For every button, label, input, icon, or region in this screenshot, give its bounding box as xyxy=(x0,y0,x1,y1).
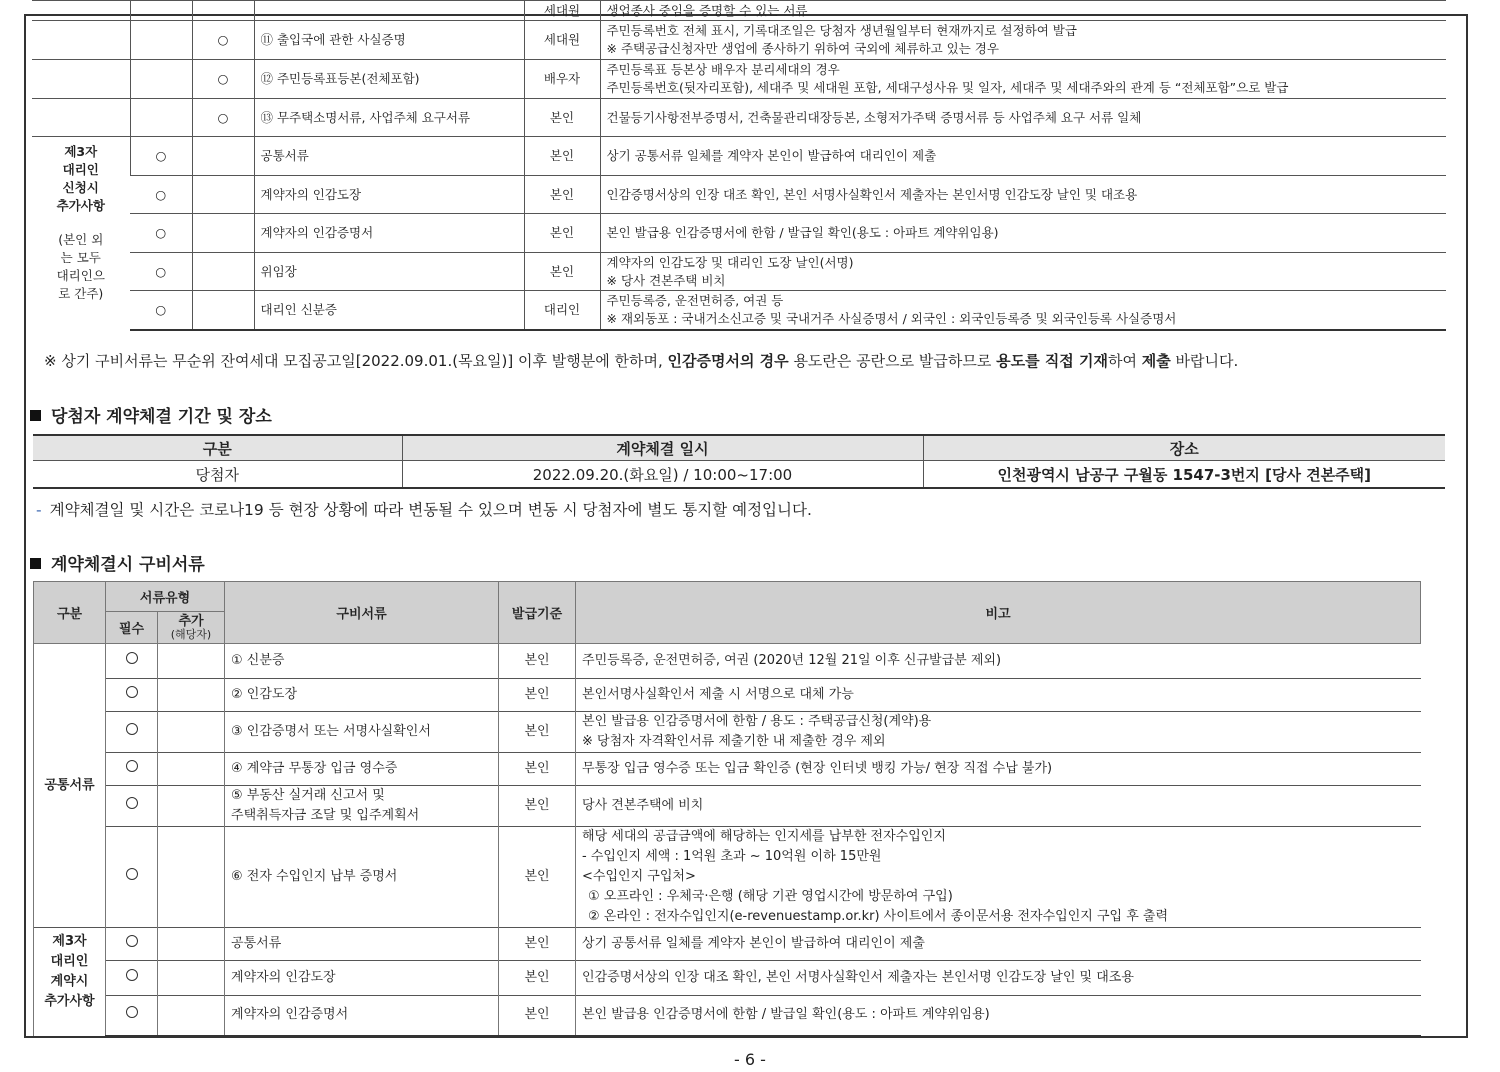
contract-schedule-table xyxy=(33,434,1445,489)
winner-cell: 당첨자 xyxy=(33,461,402,489)
doc-cell xyxy=(225,961,499,996)
group-label-line: 계약시 xyxy=(50,974,89,989)
notes-cell xyxy=(600,176,1446,214)
doc-cell xyxy=(254,1,524,21)
doc-line: ③ 인감증명서 또는 서명사실확인서 xyxy=(231,724,431,739)
issuer-cell: 본인 xyxy=(499,928,576,961)
required-check xyxy=(106,786,158,827)
remark-line: ② 온라인 : 전자수입인지(e-revenuestamp.or.kr) 사이트에서 종이문서용 전자수입인지 구입 후 출력 xyxy=(588,909,1169,924)
remark-line: 주민등록증, 운전면허증, 여권 (2020년 12월 21일 이후 신규발급분 제외) xyxy=(582,653,1002,668)
notes-cell xyxy=(600,214,1446,253)
table-header-row xyxy=(33,435,1445,461)
doc-cell xyxy=(225,712,499,753)
issuer-cell: 본인 xyxy=(499,644,576,679)
table-row xyxy=(34,928,1421,961)
note-line: ※ 당사 견본주택 비치 xyxy=(606,272,726,288)
doc-cell xyxy=(225,996,499,1036)
remark-line: 상기 공통서류 일체를 계약자 본인이 발급하여 대리인이 제출 xyxy=(582,936,925,951)
remark-line: 본인서명사실확인서 제출 시 서명으로 대체 가능 xyxy=(582,687,854,702)
table-row xyxy=(32,176,1446,214)
note-line: 주민등록번호(뒷자리포함), 세대주 및 세대원 포함, 세대구성사유 및 일자, 세대주 및 세대주와의 관계 등 “전체포함”으로 발급 xyxy=(606,80,1289,95)
table-row xyxy=(32,137,1446,176)
required-check: ○ xyxy=(130,176,192,214)
circle-icon xyxy=(126,969,138,981)
doc-line: ⑤ 부동산 실거래 신고서 및 xyxy=(231,788,385,803)
header-place: 장소 xyxy=(923,435,1445,461)
notes-cell xyxy=(600,99,1446,137)
doc-cell: 위임장 xyxy=(254,253,524,291)
target-cell: 배우자 xyxy=(524,60,600,99)
notes-cell xyxy=(600,137,1446,176)
contract-documents-table xyxy=(33,581,1421,1037)
remark-line: ① 오프라인 : 우체국·은행 (해당 기관 영업시간에 방문하여 구입) xyxy=(588,889,953,904)
group-label-3rd-party xyxy=(32,137,130,330)
remarks-cell xyxy=(576,753,1421,786)
remarks-cell xyxy=(576,827,1421,928)
target-cell: 세대원 xyxy=(524,21,600,60)
note-line: 생업종사 중임을 증명할 수 있는 서류 xyxy=(606,2,808,18)
group-note-line: 는 모두 xyxy=(60,250,101,265)
target-cell: 본인 xyxy=(524,214,600,253)
note-line: 상기 공통서류 일체를 계약자 본인이 발급하여 대리인이 제출 xyxy=(606,148,937,163)
table-row xyxy=(34,996,1421,1036)
group-label-common: 공통서류 xyxy=(34,644,106,928)
doc-cell: ⑫ 주민등록표등본(전체포함) xyxy=(254,60,524,99)
notes-cell xyxy=(600,1,1446,21)
note-line: ※ 재외동포 : 국내거소신고증 및 국내거주 사실증명서 / 외국인 : 외국인등록증 및 외국인등록 사실증명서 xyxy=(606,310,1177,326)
issuer-cell: 본인 xyxy=(499,827,576,928)
required-check xyxy=(106,753,158,786)
extra-check: ○ xyxy=(192,21,254,60)
required-check: ○ xyxy=(130,291,192,330)
note-line: ※ 주택공급신청자만 생업에 종사하기 위하여 국외에 체류하고 있는 경우 xyxy=(606,41,999,56)
table-row xyxy=(34,961,1421,996)
table-header-row xyxy=(34,582,1421,612)
doc-cell xyxy=(225,644,499,679)
doc-cell: ⑬ 무주택소명서류, 사업주체 요구서류 xyxy=(254,99,524,137)
notes-cell xyxy=(600,253,1446,291)
doc-line: 계약자의 인감증명서 xyxy=(231,1007,349,1023)
remarks-cell xyxy=(576,996,1421,1036)
group-note-line: (본인 외 xyxy=(58,232,104,247)
place-cell: 인천광역시 남공구 구월동 1547-3번지 [당사 견본주택] xyxy=(923,461,1445,489)
section-title-contract-schedule: 당첨자 계약체결 기간 및 장소 xyxy=(30,402,272,427)
circle-icon xyxy=(126,652,138,664)
issuer-cell: 본인 xyxy=(499,679,576,712)
remarks-cell xyxy=(576,644,1421,679)
table-row xyxy=(34,712,1421,753)
extra-check: ○ xyxy=(192,60,254,99)
table-row xyxy=(34,786,1421,827)
required-check xyxy=(106,961,158,996)
remark-line: - 수입인지 세액 : 1억원 초과 ~ 10억원 이하 15만원 xyxy=(582,849,882,864)
doc-cell: ⑪ 출입국에 관한 사실증명 xyxy=(254,21,524,60)
note-line: 계약자의 인감도장 및 대리인 도장 날인(서명) xyxy=(606,254,854,270)
doc-line: 공통서류 xyxy=(231,936,282,951)
doc-cell xyxy=(225,753,499,786)
required-check xyxy=(106,644,158,679)
circle-icon xyxy=(126,723,138,735)
doc-cell xyxy=(225,928,499,961)
remark-line: 본인 발급용 인감증명서에 한함 / 발급일 확인(용도 : 아파트 계약위임용) xyxy=(582,1007,990,1023)
note-line: 본인 발급용 인감증명서에 한함 / 발급일 확인(용도 : 아파트 계약위임용) xyxy=(606,225,999,240)
group-label-line: 제3자 xyxy=(52,934,87,949)
remarks-cell xyxy=(576,679,1421,712)
group-label-line: 제3자 xyxy=(64,144,98,159)
table-row xyxy=(32,291,1446,330)
note-line: 인감증명서상의 인장 대조 확인, 본인 서명사실확인서 제출자는 본인서명 인감도장 날인 및 대조용 xyxy=(606,186,1138,202)
required-check xyxy=(106,712,158,753)
remark-line: <수입인지 구입처> xyxy=(582,869,696,884)
table-row xyxy=(34,644,1421,679)
group-label-line: 신청시 xyxy=(62,180,99,195)
group-label-line: 대리인 xyxy=(62,162,99,177)
header-remarks: 비고 xyxy=(576,582,1421,644)
header-extra xyxy=(158,612,225,644)
header-issuer: 발급기준 xyxy=(499,582,576,644)
header-required: 필수 xyxy=(106,612,158,644)
issuer-cell: 본인 xyxy=(499,786,576,827)
table-row xyxy=(33,461,1445,489)
issuer-cell: 본인 xyxy=(499,996,576,1036)
remark-line: 인감증명서상의 인장 대조 확인, 본인 서명사실확인서 제출자는 본인서명 인감도장 날인 및 대조용 xyxy=(582,970,1134,985)
doc-line: ④ 계약금 무통장 입금 영수증 xyxy=(231,761,398,776)
note-line: 주민등록증, 운전면허증, 여권 등 xyxy=(606,292,784,308)
note-line: 주민등록표 등본상 배우자 분리세대의 경우 xyxy=(606,62,840,77)
remarks-cell xyxy=(576,712,1421,753)
issuer-cell: 본인 xyxy=(499,961,576,996)
datetime-cell: 2022.09.20.(화요일) / 10:00~17:00 xyxy=(402,461,923,489)
doc-line: ① 신분증 xyxy=(231,653,285,668)
table-row xyxy=(32,60,1446,99)
doc-line: 계약자의 인감도장 xyxy=(231,970,336,985)
remarks-cell xyxy=(576,786,1421,827)
circle-icon xyxy=(126,1006,138,1018)
doc-cell: 계약자의 인감도장 xyxy=(254,176,524,214)
doc-cell xyxy=(225,786,499,827)
required-check: ○ xyxy=(130,214,192,253)
remark-line: 해당 세대의 공급금액에 해당하는 인지세를 납부한 전자수입인지 xyxy=(582,829,946,844)
table-row xyxy=(34,679,1421,712)
group-note-line: 대리인으 xyxy=(56,268,105,283)
doc-cell: 계약자의 인감증명서 xyxy=(254,214,524,253)
table-row xyxy=(34,827,1421,928)
issuer-cell: 본인 xyxy=(499,712,576,753)
group-label-line: 대리인 xyxy=(50,954,89,969)
required-check xyxy=(106,679,158,712)
square-bullet-icon xyxy=(30,558,41,569)
circle-icon xyxy=(126,686,138,698)
target-cell: 대리인 xyxy=(524,291,600,330)
doc-line: ② 인감도장 xyxy=(231,687,298,702)
required-check xyxy=(106,996,158,1036)
extra-check: ○ xyxy=(192,99,254,137)
header-extra-sub: (해당자) xyxy=(170,627,212,641)
remark-line: 무통장 입금 영수증 또는 입금 확인증 (현장 인터넷 뱅킹 가능/ 현장 직접 수납 불가) xyxy=(582,761,1053,776)
table-row xyxy=(32,253,1446,291)
required-check xyxy=(106,827,158,928)
remarks-cell xyxy=(576,928,1421,961)
header-gubun: 구분 xyxy=(33,435,402,461)
square-bullet-icon xyxy=(30,410,41,421)
required-check: ○ xyxy=(130,137,192,176)
target-cell: 본인 xyxy=(524,99,600,137)
circle-icon xyxy=(126,868,138,880)
table-row xyxy=(32,99,1446,137)
notes-cell xyxy=(600,21,1446,60)
target-cell: 본인 xyxy=(524,253,600,291)
page-number: - 6 - xyxy=(734,1050,766,1069)
doc-line: 주택취득자금 조달 및 입주계획서 xyxy=(231,808,420,823)
doc-cell xyxy=(225,827,499,928)
table-row xyxy=(32,214,1446,253)
documents-validity-note: ※ 상기 구비서류는 무순위 잔여세대 모집공고일[2022.09.01.(목요일)] 이후 발행분에 한하며, 인감증명서의 경우 용도란은 공란으로 발급하므로 용도를 직접 기재하여 제출 바랍니다. xyxy=(44,352,1239,370)
circle-icon xyxy=(126,935,138,947)
schedule-change-note: - 계약체결일 및 시간은 코로나19 등 현장 상황에 따라 변동될 수 있으며 변동 시 당첨자에 별도 통지할 예정입니다. xyxy=(36,501,812,519)
doc-line: ⑥ 전자 수입인지 납부 증명서 xyxy=(231,869,398,884)
header-gubun: 구분 xyxy=(34,582,106,644)
remark-line: ※ 당첨자 자격확인서류 제출기한 내 제출한 경우 제외 xyxy=(582,734,886,749)
header-extra-label: 추가 xyxy=(178,613,204,629)
doc-cell: 대리인 신분증 xyxy=(254,291,524,330)
notes-cell xyxy=(600,291,1446,330)
remark-line: 당사 견본주택에 비치 xyxy=(582,798,704,813)
remark-line: 본인 발급용 인감증명서에 한함 / 용도 : 주택공급신청(계약)용 xyxy=(582,714,932,729)
remarks-cell xyxy=(576,961,1421,996)
doc-cell: 공통서류 xyxy=(254,137,524,176)
issuer-cell: 본인 xyxy=(499,753,576,786)
target-cell: 본인 xyxy=(524,176,600,214)
header-datetime: 계약체결 일시 xyxy=(402,435,923,461)
target-cell: 세대원 xyxy=(524,1,600,21)
required-check: ○ xyxy=(130,253,192,291)
target-cell: 본인 xyxy=(524,137,600,176)
circle-icon xyxy=(126,760,138,772)
circle-icon xyxy=(126,797,138,809)
group-label-3rd-party-contract xyxy=(34,928,106,1036)
top-documents-table xyxy=(32,0,1446,331)
table-row xyxy=(32,1,1446,21)
header-docs: 구비서류 xyxy=(225,582,499,644)
doc-cell xyxy=(225,679,499,712)
note-line: 주민등록번호 전체 표시, 기록대조일은 당첨자 생년월일부터 현재까지로 설정하여 발급 xyxy=(606,23,1077,38)
group-note-line: 로 간주) xyxy=(58,286,104,301)
table-row xyxy=(32,21,1446,60)
notes-cell xyxy=(600,60,1446,99)
note-line: 건물등기사항전부증명서, 건축물관리대장등본, 소형저가주택 증명서류 등 사업주체 요구 서류 일체 xyxy=(606,109,1142,125)
required-check xyxy=(106,928,158,961)
group-label-line: 추가사항 xyxy=(44,994,95,1009)
header-doc-type: 서류유형 xyxy=(106,582,225,612)
table-row xyxy=(34,753,1421,786)
group-label-line: 추가사항 xyxy=(56,198,105,213)
section-title-contract-documents: 계약체결시 구비서류 xyxy=(30,550,205,575)
